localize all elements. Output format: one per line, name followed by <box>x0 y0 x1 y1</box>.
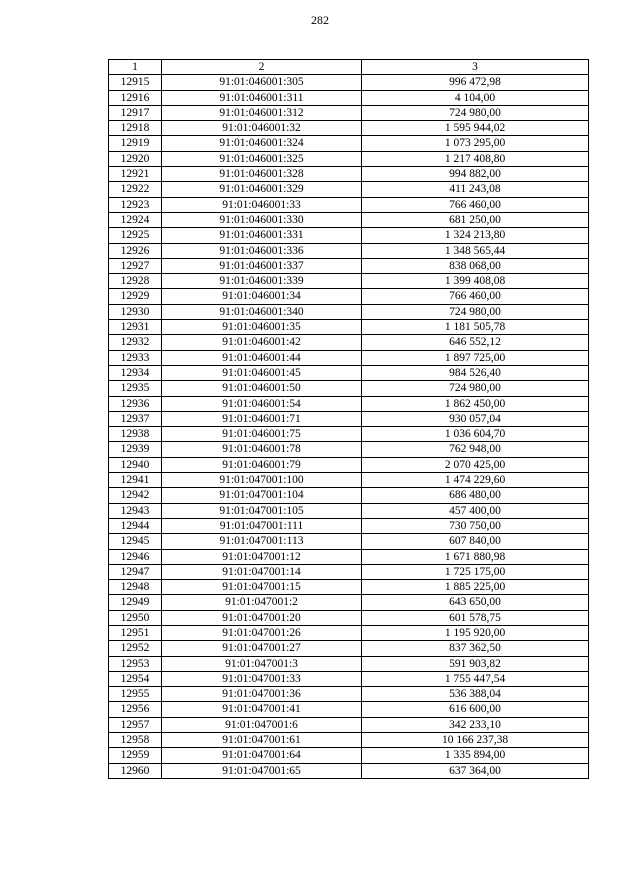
table-row <box>109 182 589 197</box>
cadastral-number-cell: 91:01:046001:50 <box>162 381 362 396</box>
row-number-cell: 12933 <box>109 350 162 365</box>
cadastral-value-cell: 930 057,04 <box>362 411 589 426</box>
table-row <box>109 503 589 518</box>
cadastral-number-cell: 91:01:046001:328 <box>162 167 362 182</box>
row-number-cell: 12952 <box>109 641 162 656</box>
table-row <box>109 488 589 503</box>
cadastral-number-cell: 91:01:047001:3 <box>162 656 362 671</box>
table-row <box>109 717 589 732</box>
cadastral-number-cell: 91:01:046001:34 <box>162 289 362 304</box>
table-row <box>109 411 589 426</box>
table-row <box>109 534 589 549</box>
cadastral-value-cell: 762 948,00 <box>362 442 589 457</box>
table-row <box>109 687 589 702</box>
cadastral-value-cell: 766 460,00 <box>362 289 589 304</box>
cadastral-value-table <box>108 59 589 779</box>
table-row <box>109 457 589 472</box>
row-number-cell: 12920 <box>109 151 162 166</box>
table-row <box>109 702 589 717</box>
cadastral-value-cell: 837 362,50 <box>362 641 589 656</box>
row-number-cell: 12919 <box>109 136 162 151</box>
page-number: 282 <box>311 13 329 27</box>
table-row <box>109 136 589 151</box>
table-row <box>109 381 589 396</box>
row-number-cell: 12944 <box>109 518 162 533</box>
cadastral-number-cell: 91:01:046001:44 <box>162 350 362 365</box>
cadastral-number-cell: 91:01:046001:33 <box>162 197 362 212</box>
table-row <box>109 121 589 136</box>
row-number-cell: 12927 <box>109 258 162 273</box>
cadastral-number-cell: 91:01:047001:100 <box>162 473 362 488</box>
cadastral-number-cell: 91:01:047001:14 <box>162 564 362 579</box>
cadastral-value-cell: 10 166 237,38 <box>362 733 589 748</box>
cadastral-number-cell: 91:01:046001:305 <box>162 75 362 90</box>
cadastral-value-cell: 1 595 944,02 <box>362 121 589 136</box>
cadastral-number-cell: 91:01:046001:71 <box>162 411 362 426</box>
cadastral-value-cell: 646 552,12 <box>362 335 589 350</box>
table-row <box>109 610 589 625</box>
table-row <box>109 228 589 243</box>
column-header-number: 1 <box>109 60 162 75</box>
table-row <box>109 549 589 564</box>
row-number-cell: 12926 <box>109 243 162 258</box>
table-row <box>109 671 589 686</box>
cadastral-number-cell: 91:01:046001:339 <box>162 274 362 289</box>
row-number-cell: 12934 <box>109 365 162 380</box>
row-number-cell: 12957 <box>109 717 162 732</box>
cadastral-value-cell: 766 460,00 <box>362 197 589 212</box>
cadastral-value-cell: 1 885 225,00 <box>362 580 589 595</box>
row-number-cell: 12929 <box>109 289 162 304</box>
table-row <box>109 350 589 365</box>
cadastral-number-cell: 91:01:046001:312 <box>162 105 362 120</box>
cadastral-value-cell: 1 348 565,44 <box>362 243 589 258</box>
table-row <box>109 320 589 335</box>
table-row <box>109 473 589 488</box>
column-header-cadastral-number: 2 <box>162 60 362 75</box>
row-number-cell: 12938 <box>109 427 162 442</box>
cadastral-value-cell: 1 217 408,80 <box>362 151 589 166</box>
cadastral-number-cell: 91:01:047001:61 <box>162 733 362 748</box>
row-number-cell: 12917 <box>109 105 162 120</box>
row-number-cell: 12946 <box>109 549 162 564</box>
row-number-cell: 12940 <box>109 457 162 472</box>
cadastral-number-cell: 91:01:047001:20 <box>162 610 362 625</box>
cadastral-number-cell: 91:01:046001:329 <box>162 182 362 197</box>
cadastral-value-cell: 1 897 725,00 <box>362 350 589 365</box>
cadastral-value-cell: 730 750,00 <box>362 518 589 533</box>
row-number-cell: 12959 <box>109 748 162 763</box>
cadastral-number-cell: 91:01:046001:79 <box>162 457 362 472</box>
cadastral-value-cell: 1 324 213,80 <box>362 228 589 243</box>
cadastral-value-cell: 616 600,00 <box>362 702 589 717</box>
cadastral-value-cell: 637 364,00 <box>362 763 589 778</box>
table-row <box>109 396 589 411</box>
cadastral-number-cell: 91:01:047001:2 <box>162 595 362 610</box>
cadastral-value-cell: 1 181 505,78 <box>362 320 589 335</box>
cadastral-value-cell: 1 195 920,00 <box>362 625 589 640</box>
row-number-cell: 12942 <box>109 488 162 503</box>
row-number-cell: 12949 <box>109 595 162 610</box>
row-number-cell: 12954 <box>109 671 162 686</box>
table-row <box>109 733 589 748</box>
cadastral-value-cell: 1 073 295,00 <box>362 136 589 151</box>
row-number-cell: 12936 <box>109 396 162 411</box>
cadastral-value-cell: 607 840,00 <box>362 534 589 549</box>
row-number-cell: 12956 <box>109 702 162 717</box>
row-number-cell: 12945 <box>109 534 162 549</box>
row-number-cell: 12950 <box>109 610 162 625</box>
table-row <box>109 625 589 640</box>
table-row <box>109 105 589 120</box>
cadastral-number-cell: 91:01:047001:113 <box>162 534 362 549</box>
table-row <box>109 442 589 457</box>
cadastral-value-cell: 1 474 229,60 <box>362 473 589 488</box>
cadastral-number-cell: 91:01:047001:15 <box>162 580 362 595</box>
cadastral-number-cell: 91:01:047001:27 <box>162 641 362 656</box>
cadastral-value-cell: 457 400,00 <box>362 503 589 518</box>
cadastral-value-cell: 4 104,00 <box>362 90 589 105</box>
table-row <box>109 258 589 273</box>
table-row <box>109 90 589 105</box>
table-row <box>109 197 589 212</box>
row-number-cell: 12943 <box>109 503 162 518</box>
row-number-cell: 12930 <box>109 304 162 319</box>
cadastral-number-cell: 91:01:047001:26 <box>162 625 362 640</box>
cadastral-value-cell: 1 036 604,70 <box>362 427 589 442</box>
table-row <box>109 656 589 671</box>
table-row <box>109 763 589 778</box>
row-number-cell: 12935 <box>109 381 162 396</box>
row-number-cell: 12922 <box>109 182 162 197</box>
cadastral-number-cell: 91:01:046001:336 <box>162 243 362 258</box>
table-row <box>109 75 589 90</box>
cadastral-value-cell: 838 068,00 <box>362 258 589 273</box>
table-row <box>109 365 589 380</box>
cadastral-value-cell: 686 480,00 <box>362 488 589 503</box>
row-number-cell: 12937 <box>109 411 162 426</box>
row-number-cell: 12915 <box>109 75 162 90</box>
row-number-cell: 12939 <box>109 442 162 457</box>
row-number-cell: 12928 <box>109 274 162 289</box>
cadastral-value-cell: 643 650,00 <box>362 595 589 610</box>
table-row <box>109 243 589 258</box>
cadastral-value-cell: 601 578,75 <box>362 610 589 625</box>
table-body <box>109 75 589 779</box>
cadastral-number-cell: 91:01:046001:32 <box>162 121 362 136</box>
cadastral-value-cell: 724 980,00 <box>362 381 589 396</box>
cadastral-number-cell: 91:01:046001:311 <box>162 90 362 105</box>
cadastral-number-cell: 91:01:047001:64 <box>162 748 362 763</box>
cadastral-number-cell: 91:01:047001:12 <box>162 549 362 564</box>
cadastral-number-cell: 91:01:046001:42 <box>162 335 362 350</box>
cadastral-value-cell: 1 335 894,00 <box>362 748 589 763</box>
row-number-cell: 12924 <box>109 212 162 227</box>
cadastral-number-cell: 91:01:047001:6 <box>162 717 362 732</box>
cadastral-value-cell: 1 755 447,54 <box>362 671 589 686</box>
row-number-cell: 12918 <box>109 121 162 136</box>
table-row <box>109 427 589 442</box>
cadastral-value-cell: 2 070 425,00 <box>362 457 589 472</box>
cadastral-number-cell: 91:01:047001:65 <box>162 763 362 778</box>
table-row <box>109 335 589 350</box>
cadastral-value-cell: 984 526,40 <box>362 365 589 380</box>
row-number-cell: 12947 <box>109 564 162 579</box>
table-row <box>109 289 589 304</box>
table-row <box>109 151 589 166</box>
cadastral-value-cell: 591 903,82 <box>362 656 589 671</box>
row-number-cell: 12931 <box>109 320 162 335</box>
row-number-cell: 12960 <box>109 763 162 778</box>
cadastral-value-cell: 1 671 880,98 <box>362 549 589 564</box>
row-number-cell: 12953 <box>109 656 162 671</box>
cadastral-value-cell: 1 399 408,08 <box>362 274 589 289</box>
table-row <box>109 304 589 319</box>
table-row <box>109 167 589 182</box>
cadastral-number-cell: 91:01:047001:33 <box>162 671 362 686</box>
cadastral-number-cell: 91:01:047001:111 <box>162 518 362 533</box>
row-number-cell: 12955 <box>109 687 162 702</box>
cadastral-value-cell: 536 388,04 <box>362 687 589 702</box>
cadastral-number-cell: 91:01:046001:324 <box>162 136 362 151</box>
row-number-cell: 12921 <box>109 167 162 182</box>
cadastral-number-cell: 91:01:047001:41 <box>162 702 362 717</box>
cadastral-value-cell: 1 862 450,00 <box>362 396 589 411</box>
row-number-cell: 12958 <box>109 733 162 748</box>
cadastral-value-cell: 681 250,00 <box>362 212 589 227</box>
table-header-row <box>109 60 589 75</box>
cadastral-number-cell: 91:01:046001:45 <box>162 365 362 380</box>
table-row <box>109 641 589 656</box>
cadastral-value-cell: 996 472,98 <box>362 75 589 90</box>
table-row <box>109 580 589 595</box>
column-header-value: 3 <box>362 60 589 75</box>
cadastral-number-cell: 91:01:046001:35 <box>162 320 362 335</box>
cadastral-number-cell: 91:01:046001:78 <box>162 442 362 457</box>
cadastral-number-cell: 91:01:047001:105 <box>162 503 362 518</box>
row-number-cell: 12948 <box>109 580 162 595</box>
cadastral-number-cell: 91:01:046001:337 <box>162 258 362 273</box>
cadastral-number-cell: 91:01:046001:330 <box>162 212 362 227</box>
cadastral-value-cell: 411 243,08 <box>362 182 589 197</box>
table-row <box>109 212 589 227</box>
cadastral-number-cell: 91:01:046001:331 <box>162 228 362 243</box>
row-number-cell: 12925 <box>109 228 162 243</box>
row-number-cell: 12932 <box>109 335 162 350</box>
cadastral-number-cell: 91:01:046001:75 <box>162 427 362 442</box>
cadastral-number-cell: 91:01:046001:54 <box>162 396 362 411</box>
row-number-cell: 12923 <box>109 197 162 212</box>
row-number-cell: 12941 <box>109 473 162 488</box>
cadastral-number-cell: 91:01:047001:36 <box>162 687 362 702</box>
cadastral-value-cell: 724 980,00 <box>362 105 589 120</box>
row-number-cell: 12951 <box>109 625 162 640</box>
table-row <box>109 595 589 610</box>
row-number-cell: 12916 <box>109 90 162 105</box>
cadastral-value-cell: 1 725 175,00 <box>362 564 589 579</box>
cadastral-value-cell: 342 233,10 <box>362 717 589 732</box>
cadastral-number-cell: 91:01:046001:340 <box>162 304 362 319</box>
cadastral-value-cell: 724 980,00 <box>362 304 589 319</box>
cadastral-value-cell: 994 882,00 <box>362 167 589 182</box>
cadastral-number-cell: 91:01:046001:325 <box>162 151 362 166</box>
table-row <box>109 564 589 579</box>
table-row <box>109 274 589 289</box>
table-row <box>109 518 589 533</box>
cadastral-number-cell: 91:01:047001:104 <box>162 488 362 503</box>
table-row <box>109 748 589 763</box>
